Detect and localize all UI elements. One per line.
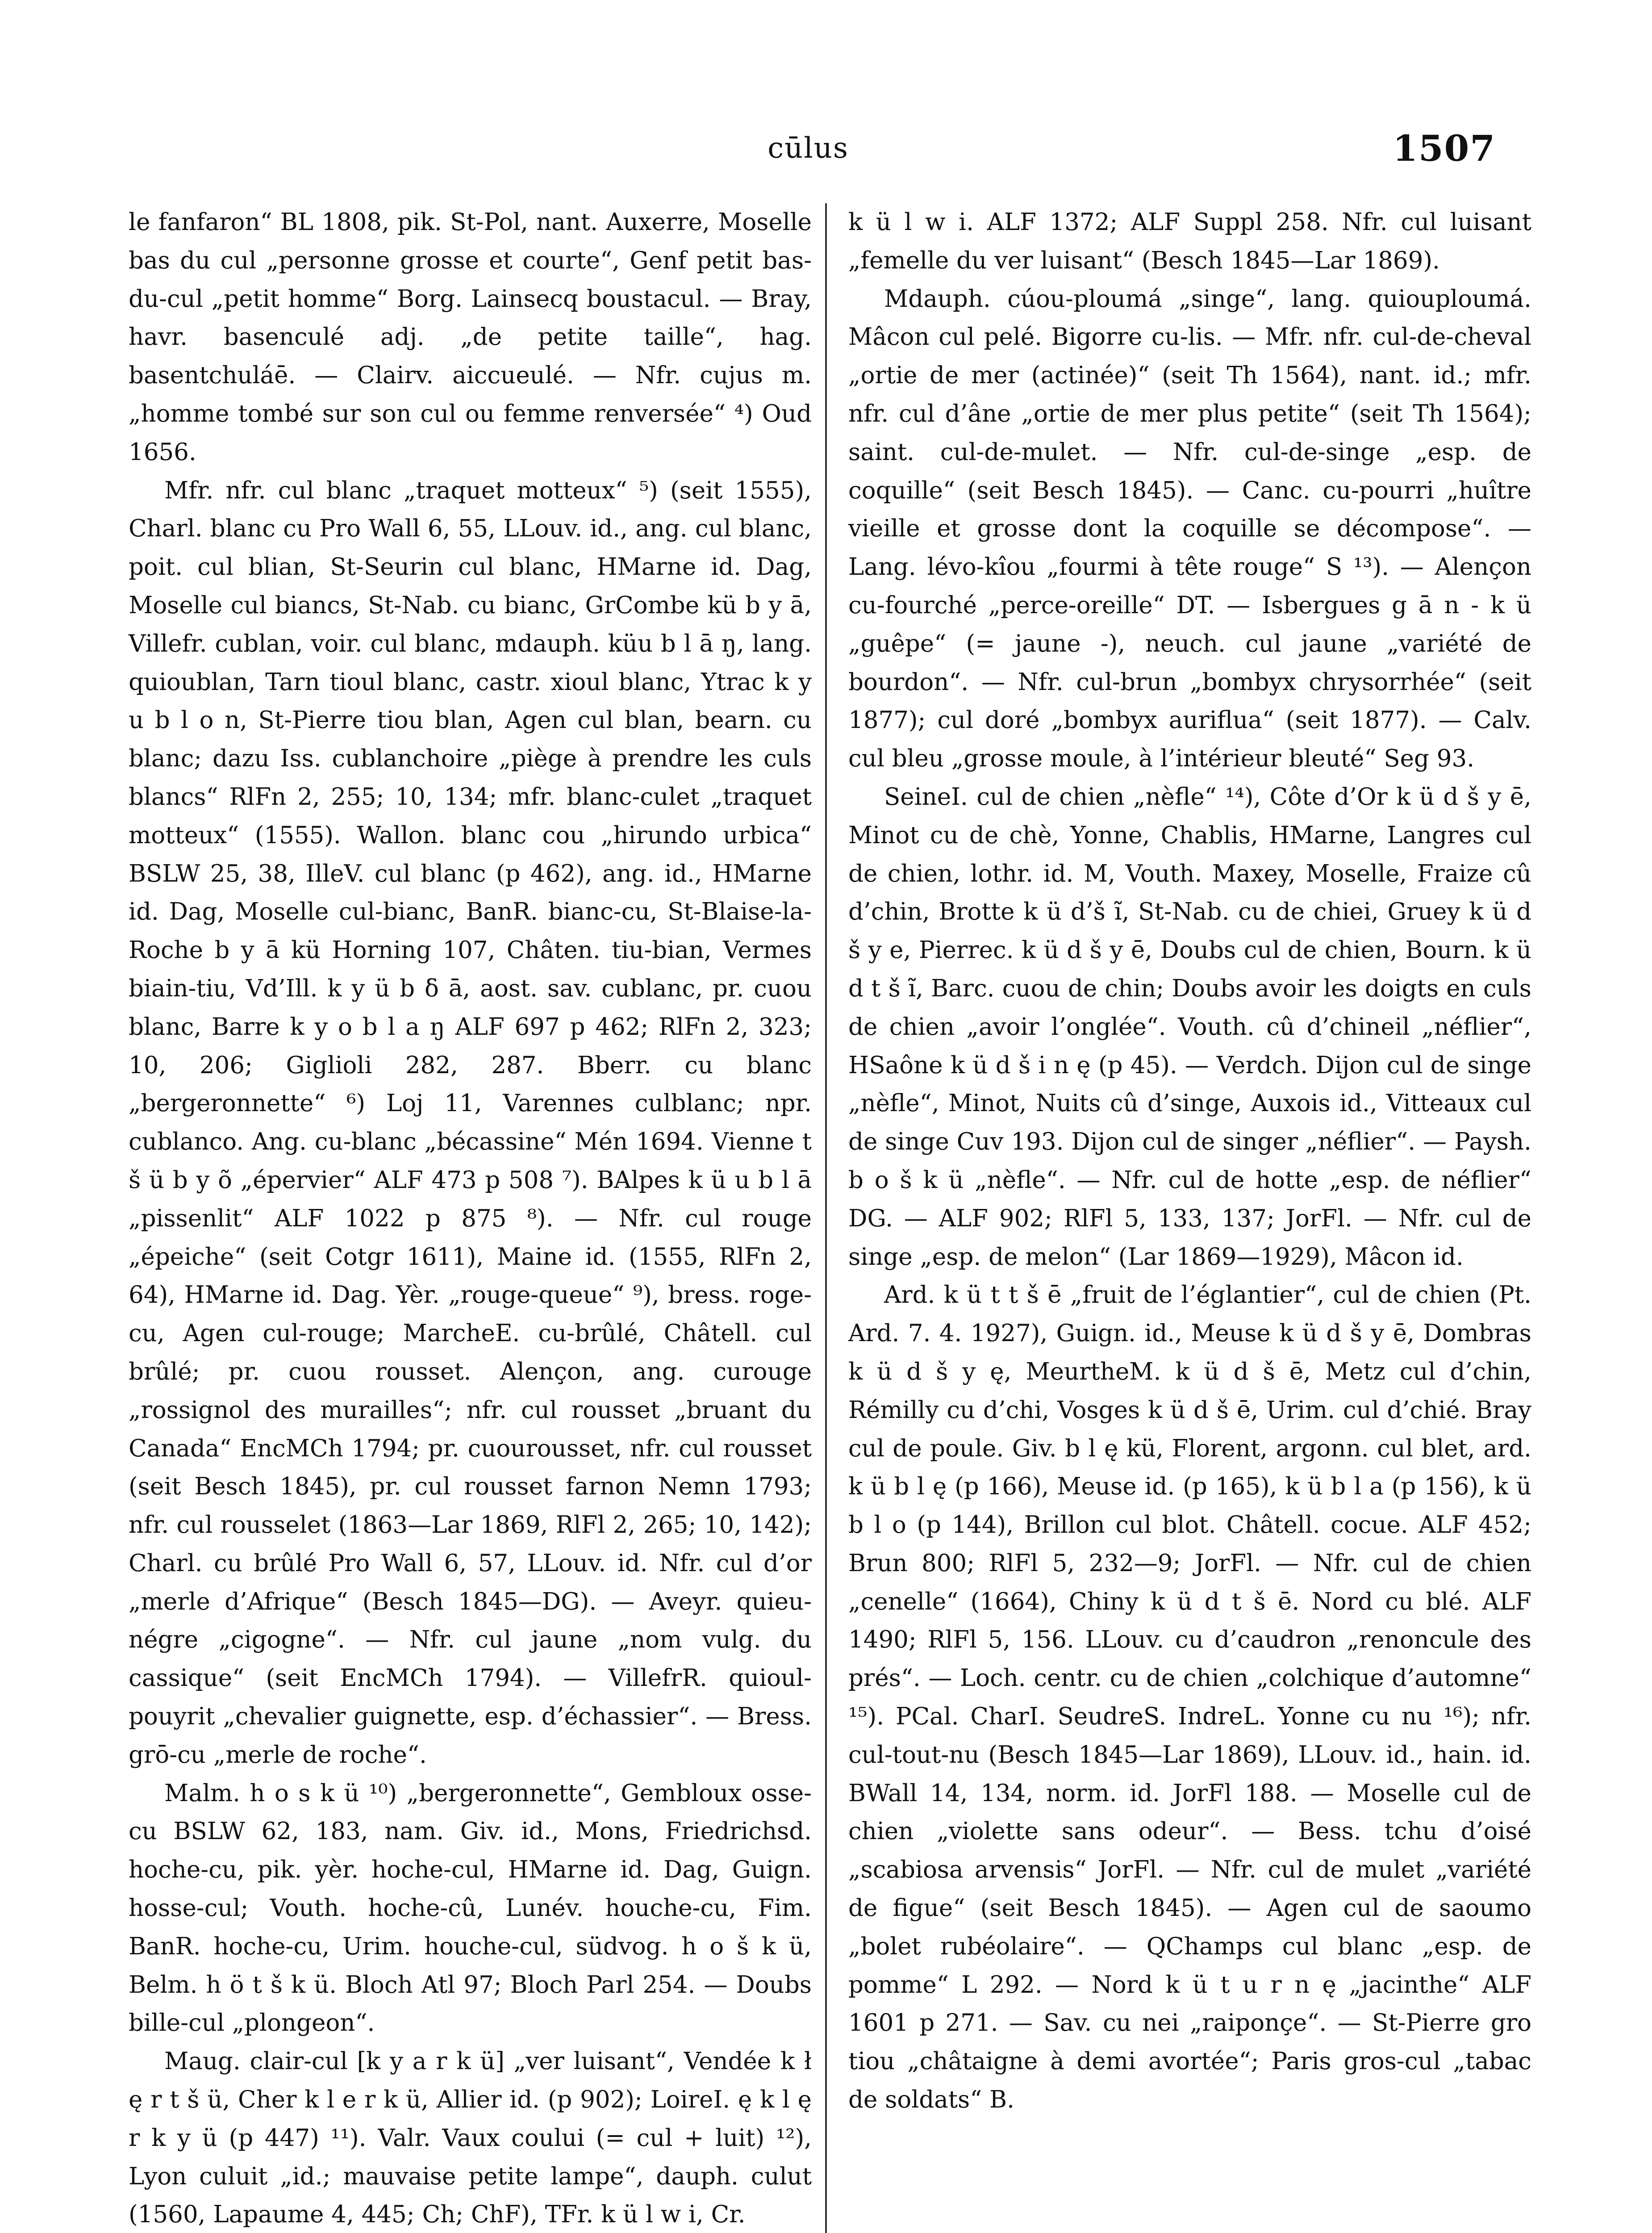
left-column [129, 203, 812, 2233]
page-header [121, 127, 1496, 176]
left-paragraph-3: Malm. h o s k ü ¹⁰) „bergeronnette“, Gembloux osse-cu BSLW 62, 183, nam. Giv. id., Mons, Friedrichsd. hoche-cu, pik. yèr. hoche-cul, HMarne id. Dag, Guign. hosse-cul; Vouth. hoche-cû, Lunév. houche-cu, Fim. BanR. hoche-cu, Urim. houche-cul, südvog. h o š k ü, Belm. h ö t š k ü. Bloch Atl 97; Bloch Parl 254. — Doubs bille-cul „plongeon“. [129, 1779, 812, 2037]
right-paragraph-2: Mdauph. cúou-ploumá „singe“, lang. quiouploumá. Mâcon cul pelé. Bigorre cu-lis. — Mfr. nfr. cul-de-cheval „ortie de mer (actinée)“ (seit Th 1564), nant. id.; mfr. nfr. cul d’âne „ortie de mer plus petite“ (seit Th 1564); saint. cul-de-mulet. — Nfr. cul-de-singe „esp. de coquille“ (seit Besch 1845). — Canc. cu-pourri „huître vieille et grosse dont la coquille se décompose“. — Lang. lévo-kîou „fourmi à tête rouge“ S ¹³). — Alençon cu-fourché „perce-oreille“ DT. — Isbergues g ā n - k ü „guêpe“ (= jaune -), neuch. cul jaune „variété de bourdon“. — Nfr. cul-brun „bombyx chrysorrhée“ (seit 1877); cul doré „bombyx auriflua“ (seit 1877). — Calv. cul bleu „grosse moule, à l’intérieur bleuté“ Seg 93. [848, 285, 1531, 773]
right-column [848, 203, 1531, 2119]
column-divider [825, 203, 827, 2233]
left-paragraph-2: Mfr. nfr. cul blanc „traquet motteux“ ⁵) (seit 1555), Charl. blanc cu Pro Wall 6, 55, LLouv. id., ang. cul blanc, poit. cul blian, St-Seurin cul blanc, HMarne id. Dag, Moselle cul biancs, St-Nab. cu bianc, GrCombe kü b y ā, Villefr. cublan, voir. cul blanc, mdauph. küu b l ā ŋ, lang. quioublan, Tarn tioul blanc, castr. xioul blanc, Ytrac k y u b l o n, St-Pierre tiou blan, Agen cul blan, bearn. cu blanc; dazu Iss. cublanchoire „piège à prendre les culs blancs“ RlFn 2, 255; 10, 134; mfr. blanc-culet „traquet motteux“ (1555). Wallon. blanc cou „hirundo urbica“ BSLW 25, 38, IlleV. cul blanc (p 462), ang. id., HMarne id. Dag, Moselle cul-bianc, BanR. bianc-cu, St-Blaise-la-Roche b y ā kü Horning 107, Châten. tiu-bian, Vermes biain-tiu, Vd’Ill. k y ü b δ ā, aost. sav. cublanc, pr. cuou blanc, Barre k y o b l a ŋ ALF 697 p 462; RlFn 2, 323; 10, 206; Giglioli 282, 287. Bberr. cu blanc „bergeronnette“ ⁶) Loj 11, Varennes culblanc; npr. cublanco. Ang. cu-blanc „bécassine“ Mén 1694. Vienne t š ü b y õ „épervier“ ALF 473 p 508 ⁷). BAlpes k ü u b l ā „pissenlit“ ALF 1022 p 875 ⁸). — Nfr. cul rouge „épeiche“ (seit Cotgr 1611), Maine id. (1555, RlFn 2, 64), HMarne id. Dag. Yèr. „rouge-queue“ ⁹), bress. roge-cu, Agen cul-rouge; MarcheE. cu-brûlé, Châtell. cul brûlé; pr. cuou rousset. Alençon, ang. curouge „rossignol des murailles“; nfr. cul rousset „bruant du Canada“ EncMCh 1794; pr. cuourousset, nfr. cul rousset (seit Besch 1845), pr. cul rousset farnon Nemn 1793; nfr. cul rousselet (1863—Lar 1869, RlFl 2, 265; 10, 142); Charl. cu brûlé Pro Wall 6, 57, LLouv. id. Nfr. cul d’or „merle d’Afrique“ (Besch 1845—DG). — Aveyr. quieu-négre „cigogne“. — Nfr. cul jaune „nom vulg. du cassique“ (seit EncMCh 1794). — VillefrR. quioul-pouyrit „chevalier guignette, esp. d’échassier“. — Bress. grō-cu „merle de roche“. [129, 477, 812, 1769]
right-paragraph-3: SeineI. cul de chien „nèfle“ ¹⁴), Côte d’Or k ü d š y ē, Minot cu de chè, Yonne, Chablis, HMarne, Langres cul de chien, lothr. id. M, Vouth. Maxey, Moselle, Fraize cû d’chin, Brotte k ü d’š ĩ, St-Nab. cu de chiei, Gruey k ü d š y e, Pierrec. k ü d š y ē, Doubs cul de chien, Bourn. k ü d t š ĩ, Barc. cuou de chin; Doubs avoir les doigts en culs de chien „avoir l’onglée“. Vouth. cû d’chineil „néflier“, HSaône k ü d š i n ę (p 45). — Verdch. Dijon cul de singe „nèfle“, Minot, Nuits cû d’singe, Auxois id., Vitteaux cul de singe Cuv 193. Dijon cul de singer „néflier“. — Paysh. b o š k ü „nèfle“. — Nfr. cul de hotte „esp. de néflier“ DG. — ALF 902; RlFl 5, 133, 137; JorFl. — Nfr. cul de singe „esp. de melon“ (Lar 1869—1929), Mâcon id. [848, 783, 1531, 1271]
running-headword: cūlus [768, 132, 849, 165]
page-number: 1507 [1393, 127, 1496, 169]
left-paragraph-4: Maug. clair-cul [k y a r k ü] „ver luisant“, Vendée k ł ę r t š ü, Cher k l e r k ü, Allier id. (p 902); LoireI. ę k l ę r k y ü (p 447) ¹¹). Valr. Vaux coului (= cul + luit) ¹²), Lyon culuit „id.; mauvaise petite lampe“, dauph. culut (1560, Lapaume 4, 445; Ch; ChF), TFr. k ü l w i, Cr. [129, 2048, 812, 2229]
right-paragraph-4: Ard. k ü t t š ē „fruit de l’églantier“, cul de chien (Pt. Ard. 7. 4. 1927), Guign. id., Meuse k ü d š y ē, Dombras k ü d š y ę, MeurtheM. k ü d š ē, Metz cul d’chin, Rémilly cu d’chi, Vosges k ü d š ē, Urim. cul d’chié. Bray cul de poule. Giv. b l ę kü, Florent, argonn. cul blet, ard. k ü b l ę (p 166), Meuse id. (p 165), k ü b l a (p 156), k ü b l o (p 144), Brillon cul blot. Châtell. cocue. ALF 452; Brun 800; RlFl 5, 232—9; JorFl. — Nfr. cul de chien „cenelle“ (1664), Chiny k ü d t š ē. Nord cu blé. ALF 1490; RlFl 5, 156. LLouv. cu d’caudron „renoncule des prés“. — Loch. centr. cu de chien „colchique d’automne“ ¹⁵). PCal. CharI. SeudreS. IndreL. Yonne cu nu ¹⁶); nfr. cul-tout-nu (Besch 1845—Lar 1869), LLouv. id., hain. id. BWall 14, 134, norm. id. JorFl 188. — Moselle cul de chien „violette sans odeur“. — Bess. tchu d’oisé „scabiosa arvensis“ JorFl. — Nfr. cul de mulet „variété de figue“ (seit Besch 1845). — Agen cul de saoumo „bolet rubéolaire“. — QChamps cul blanc „esp. de pomme“ L 292. — Nord k ü t u r n ę „jacinthe“ ALF 1601 p 271. — Sav. cu nei „raiponçe“. — St-Pierre gro tiou „châtaigne à demi avortée“; Paris gros-cul „tabac de soldats“ B. [848, 1281, 1531, 2114]
right-paragraph-1: k ü l w i. ALF 1372; ALF Suppl 258. Nfr. cul luisant „femelle du ver luisant“ (Besch 1845—Lar 1869). [848, 209, 1531, 274]
left-paragraph-1: le fanfaron“ BL 1808, pik. St-Pol, nant. Auxerre, Moselle bas du cul „personne grosse et courte“, Genf petit bas-du-cul „petit homme“ Borg. Lainsecq boustacul. — Bray, havr. basenculé adj. „de petite taille“, hag. basentchuláē. — Clairv. aiccueulé. — Nfr. cujus m. „homme tombé sur son cul ou femme renversée“ ⁴) Oud 1656. [129, 209, 812, 466]
